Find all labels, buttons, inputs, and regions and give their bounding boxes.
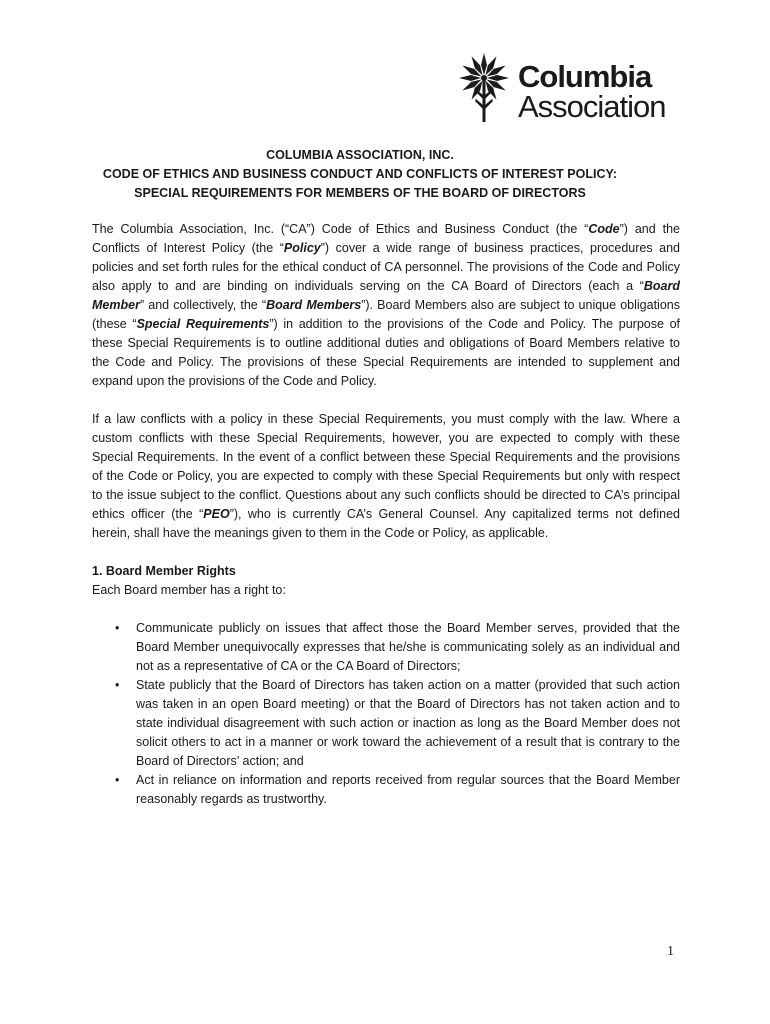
rights-list bbox=[92, 619, 680, 809]
title-line-1: COLUMBIA ASSOCIATION, INC. bbox=[266, 148, 454, 162]
page-number: 1 bbox=[667, 944, 674, 959]
text-run: ” and collectively, the “ bbox=[139, 298, 267, 312]
title-line-3: SPECIAL REQUIREMENTS FOR MEMBERS OF THE BOARD OF DIRECTORS bbox=[134, 186, 586, 200]
defined-term-special-requirements: Special Requirements bbox=[136, 317, 270, 331]
bullet-icon: • bbox=[115, 621, 120, 635]
defined-term-policy: Policy bbox=[283, 241, 321, 255]
list-item-text: State publicly that the Board of Directors has taken action on a matter (provided that such action was taken in an open Board meeting) or that the Board of Directors has not taken action and to state individual disagreement with such action or inaction as long as the Board Member does not solicit others to act in a manner or work toward the achievement of a result that is contrary to the Board of Directors’ action; and bbox=[136, 678, 680, 768]
text-run: The Columbia Association, Inc. (“CA”) Code of Ethics and Business Conduct (the “ bbox=[92, 222, 589, 236]
defined-term-board-members: Board Members bbox=[266, 298, 362, 312]
intro-paragraph bbox=[92, 220, 680, 391]
list-item-text: Act in reliance on information and reports received from regular sources that the Board Member reasonably regards as trustworthy. bbox=[136, 773, 680, 806]
defined-term-peo: PEO bbox=[203, 507, 230, 521]
section-intro: Each Board member has a right to: bbox=[92, 583, 286, 597]
text-run: ”) and the Conflicts of Interest Policy (the “ bbox=[92, 222, 680, 255]
list-item-text: Communicate publicly on issues that affect those the Board Member serves, provided that the Board Member unequivocally expresses that he/she is communicating solely as an individual and not as a representative of CA or the CA Board of Directors; bbox=[136, 621, 680, 673]
logo-line-columbia: Columbia bbox=[518, 59, 652, 94]
logo-line-association: Association bbox=[518, 89, 666, 124]
text-run: ”). Board Members also are subject to unique obligations (these “ bbox=[92, 298, 680, 331]
title-line-2: CODE OF ETHICS AND BUSINESS CONDUCT AND CONFLICTS OF INTEREST POLICY: bbox=[102, 167, 618, 181]
list-item bbox=[92, 771, 680, 809]
text-run: ”) in addition to the provisions of the Code and Policy. The purpose of these Special Requirements is to outline additional duties and obligations of Board Members relative to the Code and Policy. The provisions of these Special Requirements are intended to supplement and expand upon the provisions of the Code and Policy. bbox=[92, 317, 680, 388]
conflicts-paragraph bbox=[92, 410, 680, 543]
defined-term-code: Code bbox=[588, 222, 620, 236]
section-heading-board-member-rights: 1. Board Member Rights bbox=[92, 564, 236, 578]
columbia-association-logo bbox=[452, 44, 682, 128]
text-run: If a law conflicts with a policy in these Special Requirements, you must comply with the law. Where a custom conflicts with these Special Requirements, however, you are expected to comply with these Special Requirements. In the event of a conflict between these Special Requirements and the provisions of the Code or Policy, you are expected to comply with these Special Requirements but only with respect to the issue subject to the conflict. Questions about any such conflicts should be directed to CA’s principal ethics officer (the “ bbox=[92, 412, 680, 521]
defined-term-board-member: Board Member bbox=[92, 279, 680, 312]
logo-wordmark bbox=[518, 59, 666, 124]
document-title bbox=[80, 146, 640, 203]
list-item bbox=[92, 676, 680, 771]
text-run: ”) cover a wide range of business practices, procedures and policies and set forth rules for the ethical conduct of CA personnel. The provisions of the Code and Policy also apply to and are binding on individuals serving on the CA Board of Directors (each a “ bbox=[92, 241, 681, 293]
bullet-icon: • bbox=[115, 678, 120, 692]
bullet-icon: • bbox=[115, 773, 120, 787]
list-item bbox=[92, 619, 680, 676]
document-body bbox=[92, 220, 680, 809]
text-run: ”), who is currently CA’s General Counsel. Any capitalized terms not defined herein, shall have the meanings given to them in the Code or Policy, as applicable. bbox=[92, 507, 681, 540]
columbia-association-logo-icon bbox=[452, 48, 520, 124]
